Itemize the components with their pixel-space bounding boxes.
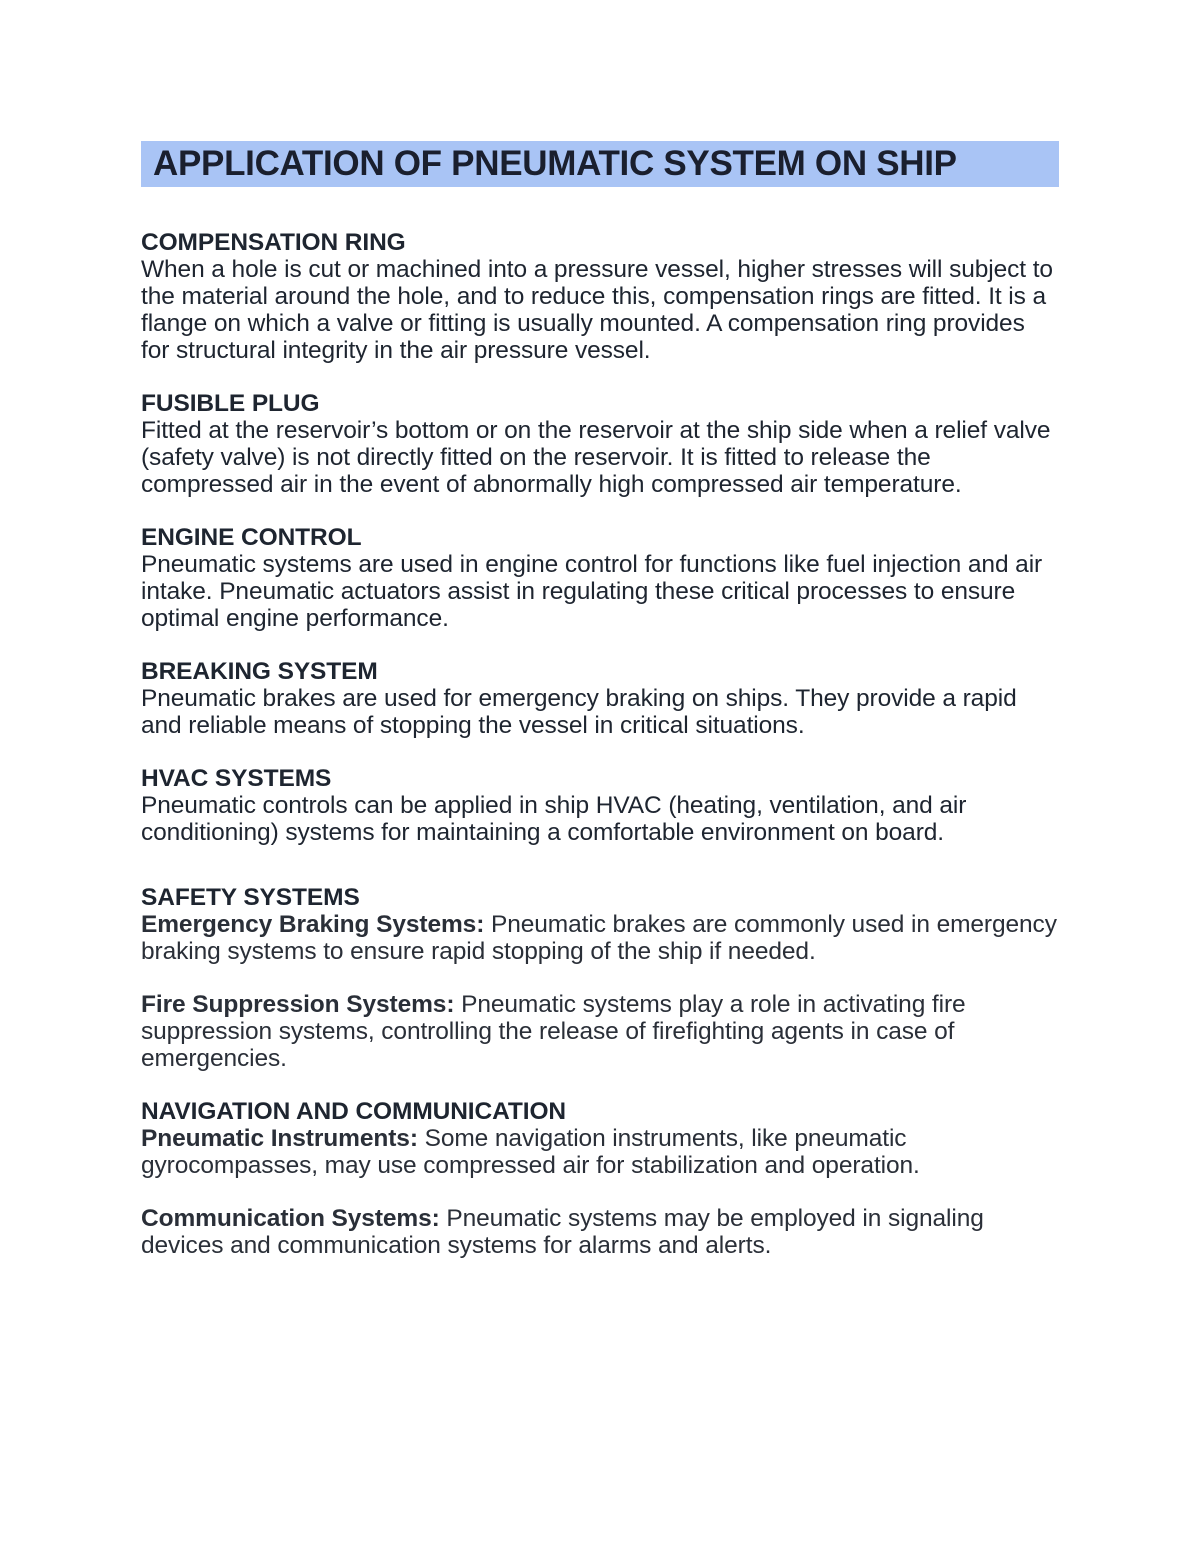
section-heading: NAVIGATION AND COMMUNICATION: [141, 1098, 567, 1125]
subsection-text: Some navigation instruments, like pneumatic gyrocompasses, may use compressed air for stabilization and operation.: [141, 1125, 920, 1179]
subsection-text: Pneumatic systems may be employed in signaling devices and communication systems for alarms and alerts.: [141, 1205, 984, 1259]
subsection-communication-systems: [141, 1205, 1059, 1259]
subsection-emergency-braking: [141, 911, 1059, 965]
section-heading: BREAKING SYSTEM: [141, 658, 378, 685]
section-heading: ENGINE CONTROL: [141, 524, 362, 551]
section-safety-systems: [141, 884, 1059, 1072]
subsection-label: Communication Systems:: [141, 1205, 440, 1232]
subsection-label: Fire Suppression Systems:: [141, 991, 455, 1018]
subsection-text: Pneumatic systems play a role in activating fire suppression systems, controlling the release of firefighting agents in case of emergencies.: [141, 991, 966, 1072]
section-engine-control: [141, 524, 1059, 632]
subsection-pneumatic-instruments: [141, 1125, 1059, 1179]
section-breaking-system: [141, 658, 1059, 739]
section-hvac-systems: [141, 765, 1059, 846]
document-content: [141, 141, 1059, 1259]
section-compensation-ring: [141, 229, 1059, 364]
document-title: APPLICATION OF PNEUMATIC SYSTEM ON SHIP: [141, 141, 1059, 187]
section-heading: SAFETY SYSTEMS: [141, 884, 360, 911]
subsection-label: Emergency Braking Systems:: [141, 911, 485, 938]
section-heading: HVAC SYSTEMS: [141, 765, 332, 792]
section-body: Pneumatic controls can be applied in ship HVAC (heating, ventilation, and air conditioning) systems for maintaining a comfortable environment on board.: [141, 792, 967, 846]
subsection-text: Pneumatic brakes are commonly used in emergency braking systems to ensure rapid stopping of the ship if needed.: [141, 911, 1057, 965]
section-heading: COMPENSATION RING: [141, 229, 406, 256]
section-body: Pneumatic systems are used in engine control for functions like fuel injection and air intake. Pneumatic actuators assist in regulating these critical processes to ensure optimal engine performance.: [141, 551, 1043, 632]
subsection-fire-suppression: [141, 991, 1059, 1072]
section-body: When a hole is cut or machined into a pressure vessel, higher stresses will subject to the material around the hole, and to reduce this, compensation rings are fitted. It is a flange on which a valve or fitting is usually mounted. A compensation ring provides for structural integrity in the air pressure vessel.: [141, 256, 1053, 364]
section-fusible-plug: [141, 390, 1059, 498]
section-body: Fitted at the reservoir’s bottom or on the reservoir at the ship side when a relief valve (safety valve) is not directly fitted on the reservoir. It is fitted to release the compressed air in the event of abnormally high compressed air temperature.: [141, 417, 1051, 498]
section-heading: FUSIBLE PLUG: [141, 390, 320, 417]
section-navigation-communication: [141, 1098, 1059, 1259]
subsection-label: Pneumatic Instruments:: [141, 1125, 418, 1152]
section-body: Pneumatic brakes are used for emergency braking on ships. They provide a rapid and reliable means of stopping the vessel in critical situations.: [141, 685, 1017, 739]
